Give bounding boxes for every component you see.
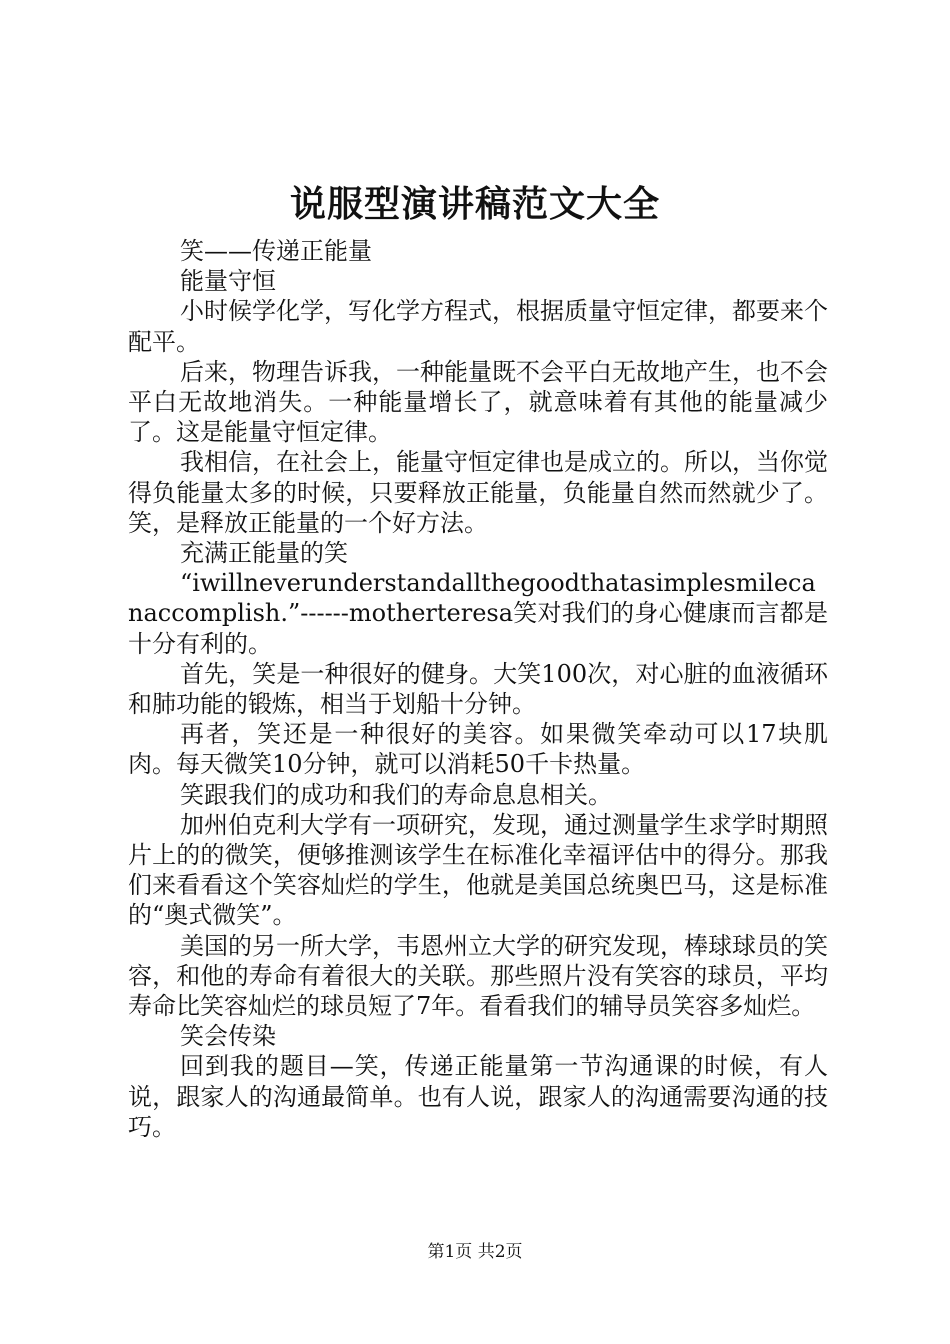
section-heading: 能量守恒	[180, 267, 276, 296]
body-paragraph: 再者，笑还是一种很好的美容。如果微笑牵动可以17块肌肉。每天微笑10分钟，就可以消耗50千卡热量。	[128, 720, 828, 779]
document-body	[128, 236, 828, 1142]
body-paragraph: 小时候学化学，写化学方程式，根据质量守恒定律，都要来个配平。	[128, 297, 828, 356]
body-paragraph: “iwillneverunderstandallthegoodthatasimplesmilecanaccomplish.”------motherteresa笑对我们的身心健康而言都是十分有利的。	[128, 569, 828, 658]
section-heading: 充满正能量的笑	[180, 539, 348, 568]
section-heading: 笑——传递正能量	[180, 237, 372, 265]
body-paragraph: 后来，物理告诉我，一种能量既不会平白无故地产生，也不会平白无故地消失。一种能量增长了，就意味着有其他的能量减少了。这是能量守恒定律。	[128, 357, 828, 447]
body-paragraph: 加州伯克利大学有一项研究，发现，通过测量学生求学时期照片上的的微笑，便够推测该学生在标准化幸福评估中的得分。那我们来看看这个笑容灿烂的学生，他就是美国总统奥巴马，这是标准的“奥式微笑”。	[128, 810, 828, 930]
document-title: 说服型演讲稿范文大全	[289, 183, 660, 225]
body-paragraph: 回到我的题目—笑，传递正能量第一节沟通课的时候，有人说，跟家人的沟通最简单。也有人说，跟家人的沟通需要沟通的技巧。	[128, 1052, 828, 1141]
page-number-footer: 第1页 共2页	[427, 1242, 523, 1262]
body-paragraph: 我相信，在社会上，能量守恒定律也是成立的。所以，当你觉得负能量太多的时候，只要释放正能量，负能量自然而然就少了。笑，是释放正能量的一个好方法。	[128, 448, 828, 537]
section-heading: 笑会传染	[180, 1022, 276, 1051]
body-paragraph: 美国的另一所大学，韦恩州立大学的研究发现，棒球球员的笑容，和他的寿命有着很大的关联。那些照片没有笑容的球员，平均寿命比笑容灿烂的球员短了7年。看看我们的辅导员笑容多灿烂。	[128, 931, 828, 1021]
body-paragraph: 笑跟我们的成功和我们的寿命息息相关。	[180, 780, 612, 809]
body-paragraph: 首先，笑是一种很好的健身。大笑100次，对心脏的血液循环和肺功能的锻炼，相当于划船十分钟。	[128, 659, 828, 719]
